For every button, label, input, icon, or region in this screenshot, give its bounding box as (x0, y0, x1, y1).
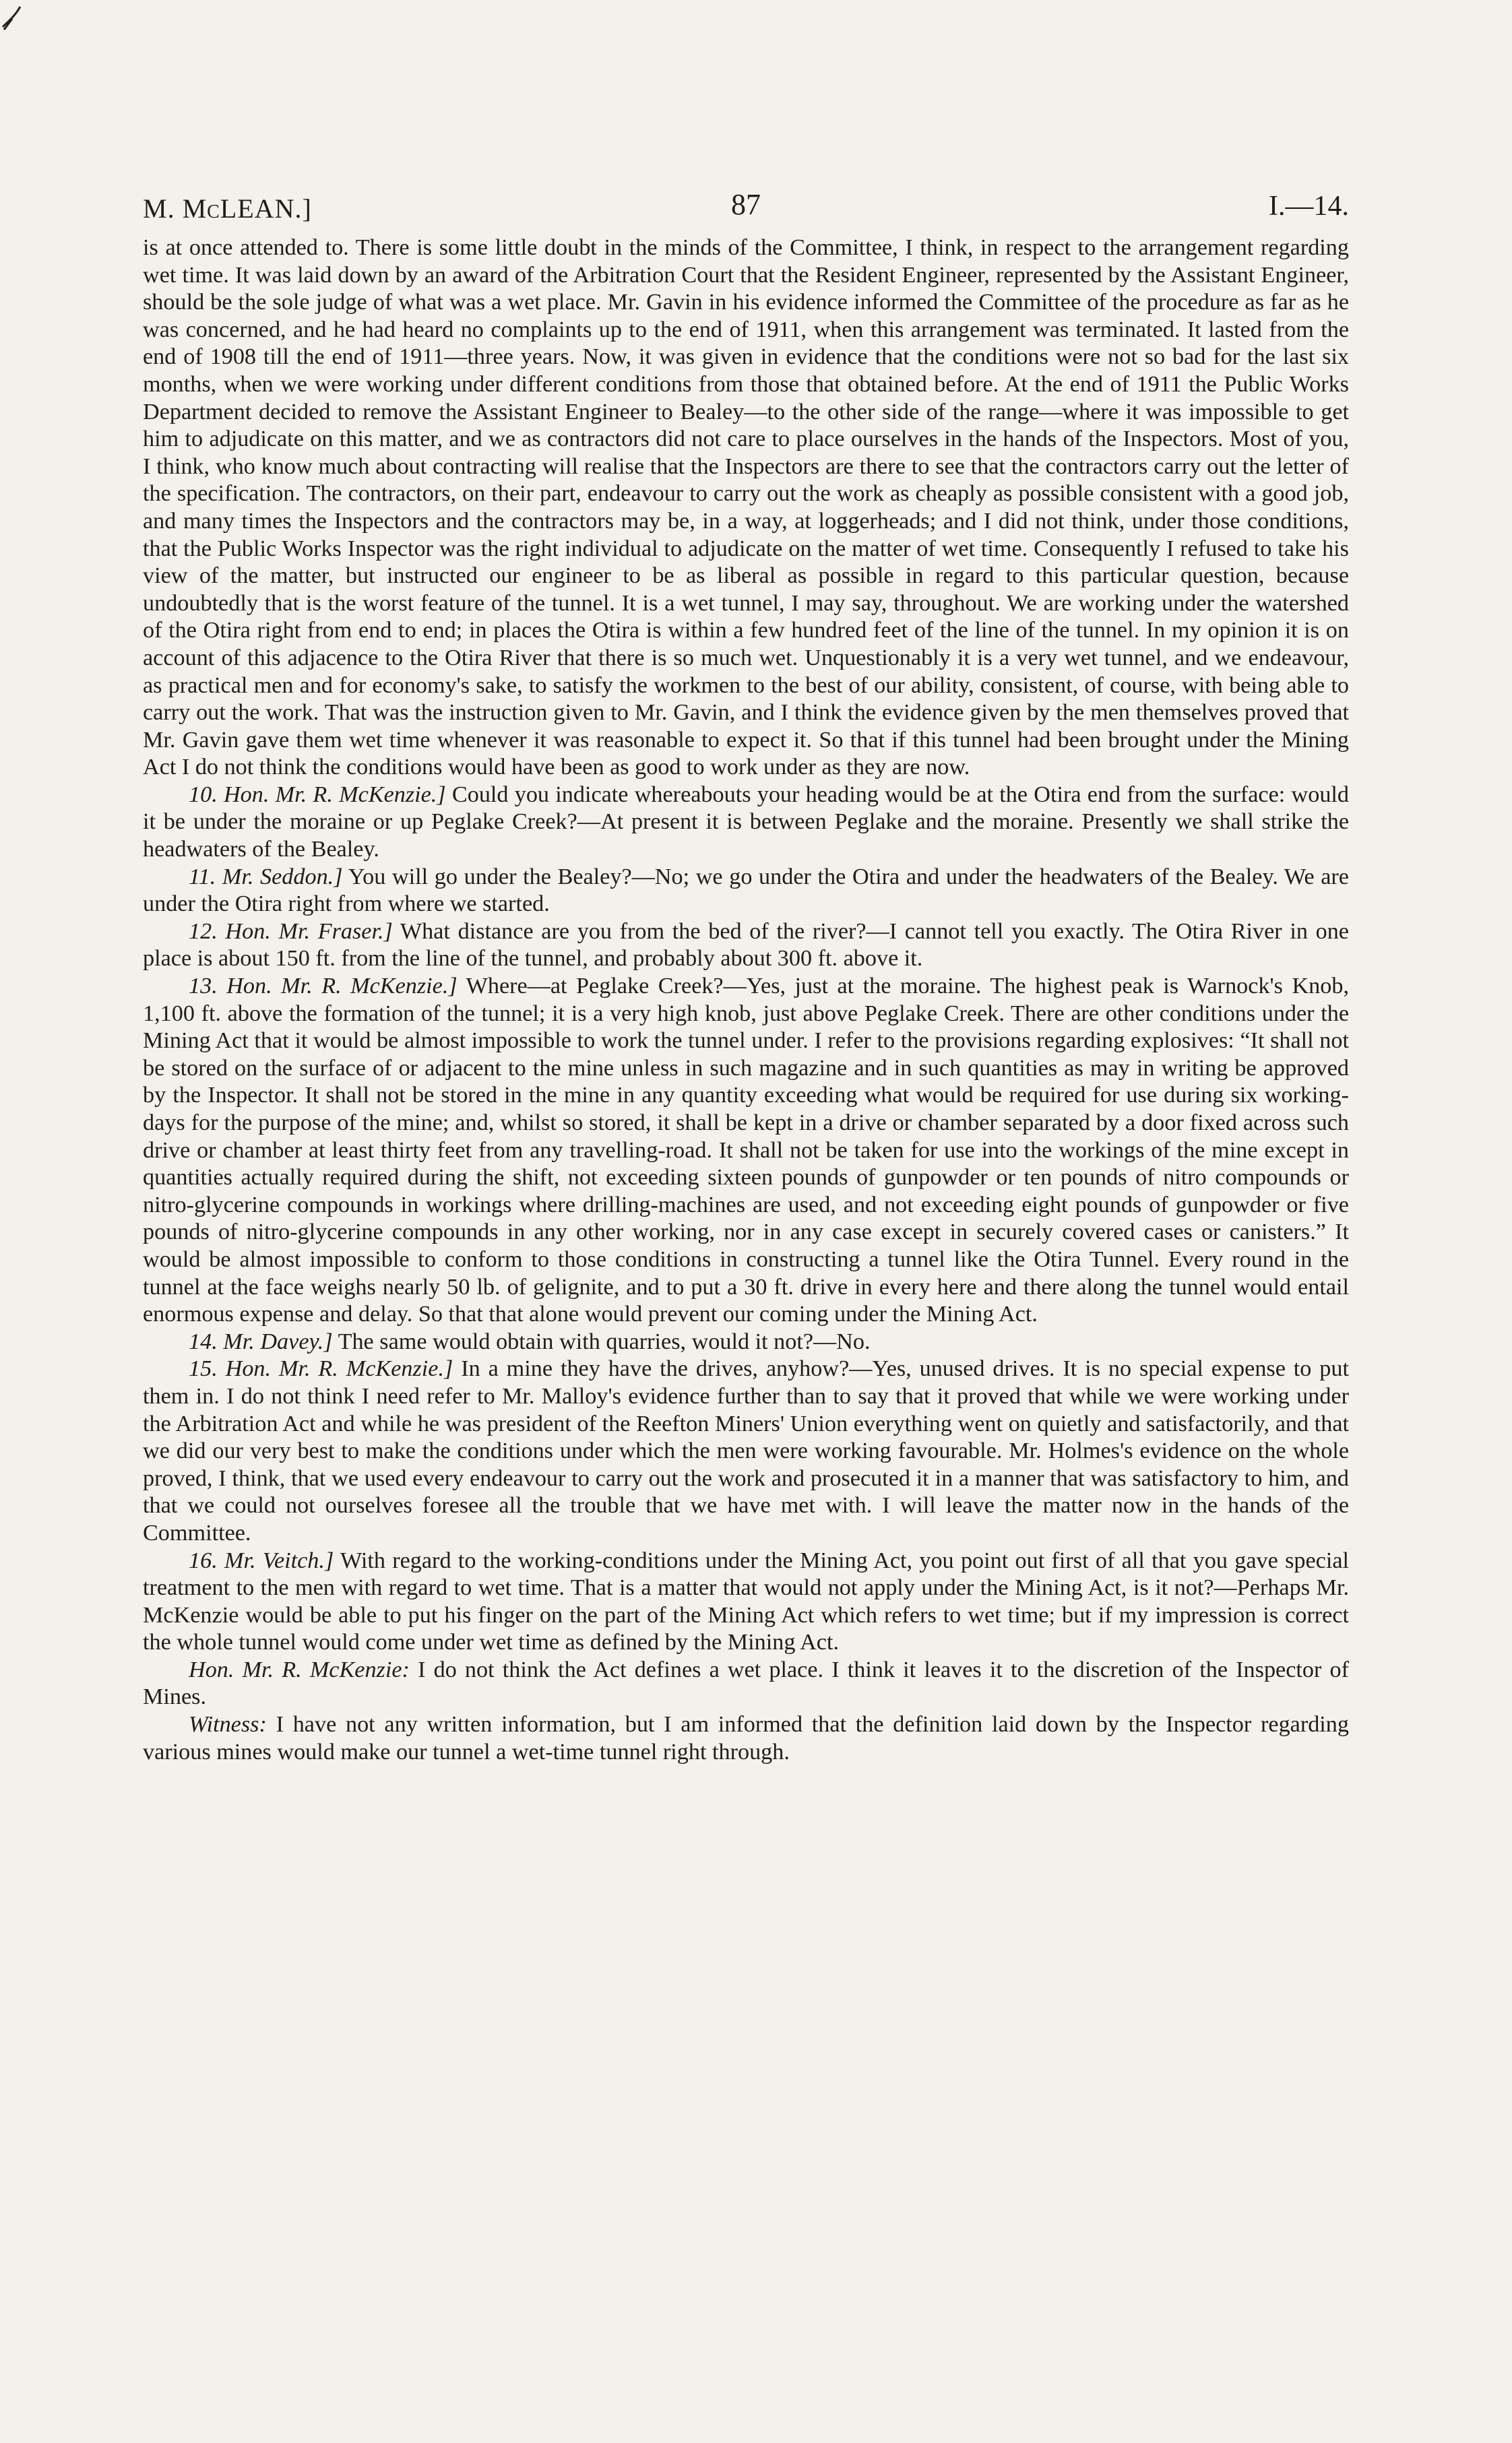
pen-mark-icon (0, 0, 40, 40)
paragraph-text: Where—at Peglake Creek?—Yes, just at the moraine. The highest peak is Warnock's Knob, 1,100 ft. above the formation of the tunnel; it is a very high knob, just above Peglake Creek. There are other conditions under the Mining Act that it would be almost impossible to work the tunnel under. I refer to the provisions regarding explosives: “It shall not be stored on the surface of or adjacent to the mine unless in such magazine and in such quantities as may in writing be approved by the Inspector. It shall not be stored in the mine in any quantity exceeding what would be required for use during six working-days for the purpose of the mine; and, whilst so stored, it shall be kept in a drive or chamber separated by a door fixed across such drive or chamber at least thirty feet from any travelling-road. It shall not be taken for use into the workings of the mine except in quantities actually required during the shift, not exceeding sixteen pounds of gunpowder or ten pounds of nitro compounds or nitro-glycerine compounds in workings where drilling-machines are used, and not exceeding eight pounds of gunpowder or five pounds of nitro-glycerine compounds in any other working, nor in any case except in securely covered cases or canisters.” It would be almost impossible to conform to those conditions in constructing a tunnel like the Otira Tunnel. Every round in the tunnel at the face weighs nearly 50 lb. of gelignite, and to put a 30 ft. drive in every here and there along the tunnel would entail enormous expense and delay. So that that alone would prevent our coming under the Mining Act. (143, 974, 1350, 1327)
question-paragraph (143, 1657, 1349, 1711)
speaker-label: 13. Hon. Mr. R. McKenzie.] (189, 974, 458, 999)
paragraph-text: What distance are you from the bed of the river?—I cannot tell you exactly. The Otira River in one place is about 150 ft. from the line of the tunnel, and probably about 300 ft. above it. (143, 918, 1349, 972)
speaker-label: 16. Mr. Veitch.] (189, 1548, 334, 1573)
speaker-label: 11. Mr. Seddon.] (189, 864, 343, 889)
speaker-label: 10. Hon. Mr. R. McKenzie.] (189, 782, 446, 807)
paragraph-text: I have not any written information, but I am informed that the definition laid down by the Inspector regarding various mines would make our tunnel a wet-time tunnel right through. (143, 1712, 1349, 1765)
document-reference: I.—14. (1269, 191, 1349, 222)
paragraph-text: The same would obtain with quarries, would it not?—No. (332, 1329, 871, 1354)
question-paragraph (143, 1711, 1349, 1766)
paragraph-text: In a mine they have the drives, anyhow?—Yes, unused drives. It is no special expense to put them in. I do not think I need refer to Mr. Malloy's evidence further than to say that it proved that while we were working under the Arbitration Act and while he was president of the Reefton Miners' Union everything went on quietly and satisfactorily, and that we did our very best to make the conditions under which the men were working favourable. Mr. Holmes's evidence on the whole proved, I think, that we used every endeavour to carry out the work and prosecuted it in a manner that was satisfactory to him, and that we could not ourselves foresee all the trouble that we have met with. I will leave the matter now in the hands of the Committee. (143, 1356, 1349, 1546)
paragraph-text: Could you indicate whereabouts your heading would be at the Otira end from the surface: would it be under the moraine or up Peglake Creek?—At present it is between Peglake and the moraine. Presently we shall strike the headwaters of the Bealey. (143, 782, 1349, 862)
question-paragraph (143, 864, 1349, 918)
paragraph-text: I do not think the Act defines a wet place. I think it leaves it to the discretion of the Inspector of Mines. (143, 1657, 1349, 1710)
witness-name: M. McLEAN.] (143, 193, 312, 224)
paragraph-text: With regard to the working-conditions under the Mining Act, you point out first of all that you gave special treatment to the men with regard to wet time. That is a matter that would not apply under the Mining Act, is it not?—Perhaps Mr. McKenzie would be able to put his finger on the part of the Mining Act which refers to wet time; but if my impression is correct the whole tunnel would come under wet time as defined by the Mining Act. (143, 1548, 1350, 1655)
speaker-label: Hon. Mr. R. McKenzie: (189, 1657, 410, 1682)
page-number: 87 (731, 188, 761, 221)
page-header (143, 187, 1349, 224)
question-paragraph (143, 918, 1349, 973)
question-paragraph (143, 782, 1349, 864)
speaker-label: 14. Mr. Davey.] (189, 1329, 333, 1354)
speaker-label: 12. Hon. Mr. Fraser.] (189, 918, 393, 944)
speaker-label: Witness: (189, 1712, 267, 1738)
question-paragraph (143, 1548, 1349, 1657)
paragraph-text: is at once attended to. There is some little doubt in the minds of the Committee, I think, in respect to the arrangement regarding wet time. It was laid down by an award of the Arbitration Court that the Resident Engineer, represented by the Assistant Engineer, should be the sole judge of what was a wet place. Mr. Gavin in his evidence informed the Committee of the procedure as far as he was concerned, and he had heard no complaints up to the end of 1911, when this arrangement was terminated. It lasted from the end of 1908 till the end of 1911—three years. Now, it was given in evidence that the conditions were not so bad for the last six months, when we were working under different conditions from those that obtained before. At the end of 1911 the Public Works Department decided to remove the Assistant Engineer to Bealey—to the other side of the range—where it was impossible to get him to adjudicate on this matter, and we as contractors did not care to place ourselves in the hands of the Inspectors. Most of you, I think, who know much about contracting will realise that the Inspectors are there to see that the contractors carry out the letter of the specification. The contractors, on their part, endeavour to carry out the work as cheaply as possible consistent with a good job, and many times the Inspectors and the contractors may be, in a way, at loggerheads; and I did not think, under those conditions, that the Public Works Inspector was the right individual to adjudicate on the matter of wet time. Consequently I refused to take his view of the matter, but instructed our engineer to be as liberal as possible in regard to this particular question, because undoubtedly that is the worst feature of the tunnel. It is a wet tunnel, I may say, throughout. We are working under the watershed of the Otira right from end to end; in places the Otira is within a few hundred feet of the line of the tunnel. In my opinion it is on account of this adjacence to the Otira River that there is so much wet. Unquestionably it is a very wet tunnel, and we endeavour, as practical men and for economy's sake, to satisfy the workmen to the best of our ability, consistent, of course, with being able to carry out the work. That was the instruction given to Mr. Gavin, and I think the evidence given by the men themselves proved that Mr. Gavin gave them wet time whenever it was reasonable to expect it. So that if this tunnel had been brought under the Mining Act I do not think the conditions would have been as good to work under as they are now. (143, 235, 1349, 780)
speaker-label: 15. Hon. Mr. R. McKenzie.] (189, 1356, 453, 1382)
paragraph (143, 234, 1349, 782)
question-paragraph (143, 1329, 1349, 1356)
question-paragraph (143, 973, 1349, 1329)
document-body (143, 234, 1349, 1766)
paragraph-text: You will go under the Bealey?—No; we go under the Otira and under the headwaters of the Bealey. We are under the Otira right from where we started. (143, 864, 1349, 917)
question-paragraph (143, 1356, 1349, 1547)
